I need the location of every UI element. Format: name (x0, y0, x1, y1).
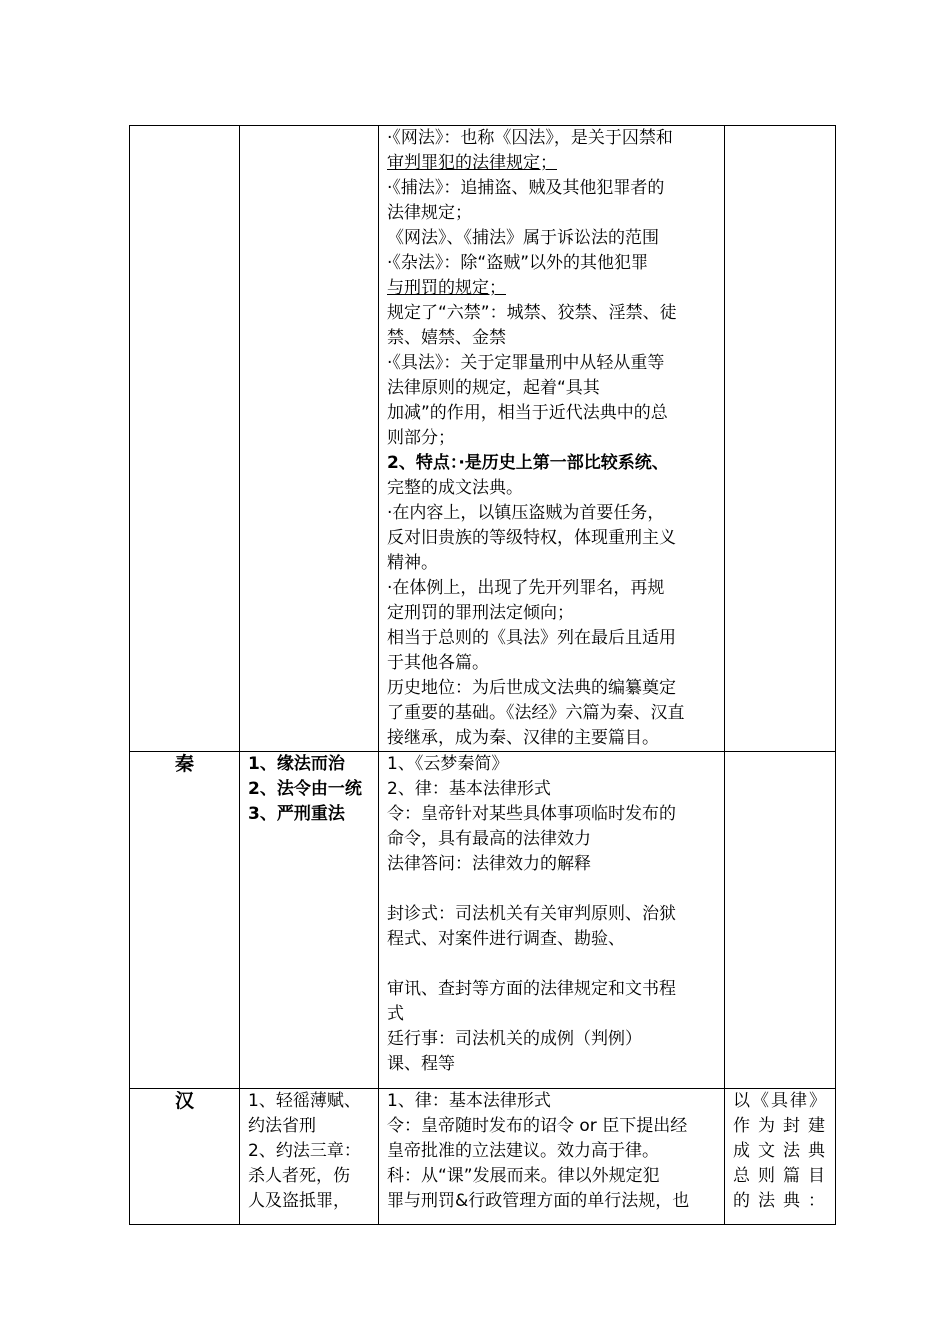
content-line: 定刑罚的罪刑法定倾向； (387, 603, 574, 623)
table-row-han (130, 1089, 836, 1225)
content-line: 1、律：基本法律形式 (387, 1091, 551, 1111)
note-line: 成文法典 (733, 1141, 827, 1161)
policy-line: 2、法令由一统 (248, 779, 362, 799)
policy-line: 杀人者死，伤 (248, 1166, 350, 1186)
content-line: 命令，具有最高的法律效力 (387, 829, 591, 849)
policy-cell (240, 752, 379, 1089)
content-line: 加减”的作用，相当于近代法典中的总 (387, 403, 668, 423)
content-cell (379, 752, 725, 1089)
content-line: ·在内容上，以镇压盗贼为首要任务， (387, 503, 665, 523)
content-line: 1、《云梦秦简》 (387, 754, 509, 774)
content-line: 式 (387, 1004, 404, 1024)
content-line: 皇帝批准的立法建议。效力高于律。 (387, 1141, 659, 1161)
content-line: 法律规定； (387, 203, 472, 223)
note-line: 作为封建 (733, 1116, 827, 1136)
content-line: 2、律：基本法律形式 (387, 779, 551, 799)
table-row-qin (130, 752, 836, 1089)
policy-cell (240, 1089, 379, 1225)
content-line: 封诊式：司法机关有关审判原则、治狱 (387, 904, 676, 924)
policy-line: 约法省刑 (248, 1116, 316, 1136)
content-line: ·在体例上，出现了先开列罪名，再规 (387, 578, 665, 598)
content-line: 与刑罚的规定； (387, 278, 506, 298)
legal-history-table (129, 125, 836, 1225)
content-cell (379, 1089, 725, 1225)
note-line: 的法典： (733, 1191, 827, 1211)
content-line: 反对旧贵族的等级特权，体现重刑主义 (387, 528, 676, 548)
content-line: 令：皇帝随时发布的诏令 or 臣下提出经 (387, 1116, 688, 1136)
policy-line: 1、缘法而治 (248, 754, 345, 774)
policy-cell (240, 126, 379, 752)
content-line: 法律答问：法律效力的解释 (387, 854, 591, 874)
blank-line (387, 877, 716, 902)
content-line: 《网法》、《捕法》属于诉讼法的范围 (387, 228, 659, 248)
note-cell (725, 126, 836, 752)
content-line: ·《网法》：也称《囚法》，是关于囚禁和 (387, 128, 673, 148)
policy-line: 3、严刑重法 (248, 804, 345, 824)
policy-line: 人及盗抵罪， (248, 1191, 350, 1211)
content-line: 程式、对案件进行调查、勘验、 (387, 929, 625, 949)
content-line: ·《杂法》：除“盗贼”以外的其他犯罪 (387, 253, 649, 273)
note-cell (725, 1089, 836, 1225)
content-line: 接继承，成为秦、汉律的主要篇目。 (387, 728, 659, 748)
content-line: ·《具法》：关于定罪量刑中从轻从重等 (387, 353, 665, 373)
content-line: 2、特点：·是历史上第一部比较系统、 (387, 453, 669, 473)
note-line: 以《具律》 (733, 1091, 828, 1111)
content-line: 廷行事：司法机关的成例（判例） (387, 1029, 642, 1049)
policy-line: 2、约法三章： (248, 1141, 361, 1161)
content-line: 完整的成文法典。 (387, 478, 523, 498)
content-line: 禁、嬉禁、金禁 (387, 328, 506, 348)
content-line: 于其他各篇。 (387, 653, 489, 673)
note-cell (725, 752, 836, 1089)
content-line: 规定了“六禁”：城禁、狡禁、淫禁、徒 (387, 303, 677, 323)
content-line: 罪与刑罚&行政管理方面的单行法规，也 (387, 1191, 690, 1211)
content-line: 了重要的基础。《法经》六篇为秦、汉直 (387, 703, 685, 723)
content-line: 法律原则的规定，起着“具其 (387, 378, 600, 398)
content-cell (379, 126, 725, 752)
content-line: 历史地位：为后世成文法典的编纂奠定 (387, 678, 676, 698)
note-line: 总则篇目 (733, 1166, 827, 1186)
policy-line: 1、轻徭薄赋、 (248, 1091, 361, 1111)
content-line: ·《捕法》：追捕盗、贼及其他犯罪者的 (387, 178, 665, 198)
table-row-fajing (130, 126, 836, 752)
dynasty-cell: 汉 (130, 1089, 240, 1225)
content-line: 精神。 (387, 553, 438, 573)
content-line: 科：从“课”发展而来。律以外规定犯 (387, 1166, 660, 1186)
dynasty-cell: 秦 (130, 752, 240, 1089)
content-line: 审讯、查封等方面的法律规定和文书程 (387, 979, 676, 999)
content-line: 审判罪犯的法律规定； (387, 153, 557, 173)
content-line: 课、程等 (387, 1054, 455, 1074)
blank-line (387, 952, 716, 977)
content-line: 相当于总则的《具法》列在最后且适用 (387, 628, 676, 648)
content-line: 令：皇帝针对某些具体事项临时发布的 (387, 804, 676, 824)
content-line: 则部分； (387, 428, 455, 448)
dynasty-cell (130, 126, 240, 752)
